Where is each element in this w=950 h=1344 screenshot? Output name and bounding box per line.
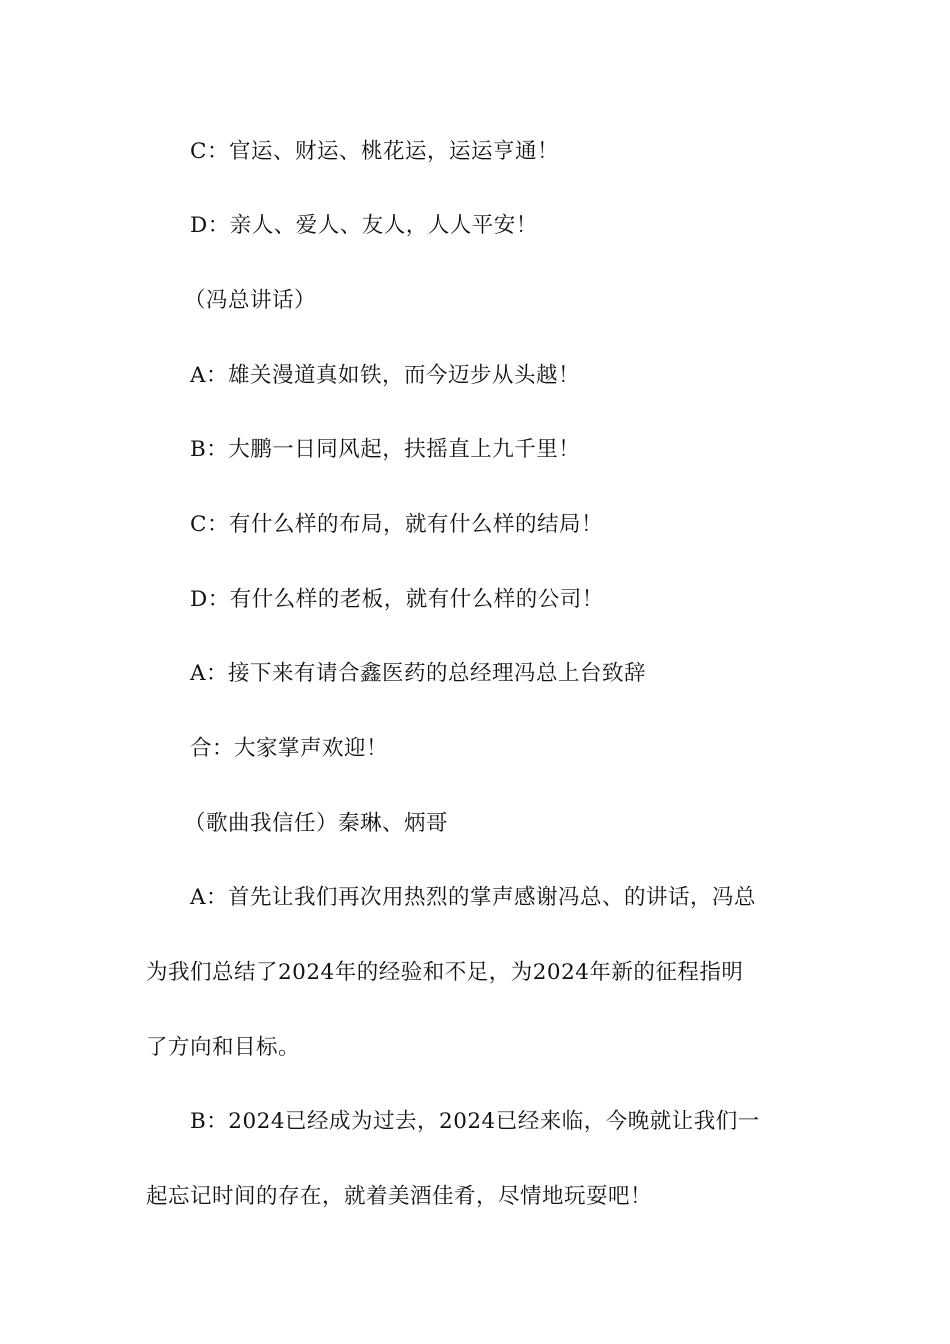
dialogue-line-b-new-year: B：2024已经成为过去，2024已经来临，今晚就让我们一 [190, 1109, 760, 1134]
dialogue-line-all-applause: 合：大家掌声欢迎！ [190, 736, 389, 761]
dialogue-line-c-layout: C：有什么样的布局，就有什么样的结局！ [190, 512, 603, 537]
dialogue-line-c-fortune: C：官运、财运、桃花运，运运亨通！ [190, 139, 559, 164]
dialogue-line-a-invite: A：接下来有请合鑫医药的总经理冯总上台致辞 [190, 661, 647, 686]
dialogue-line-d-boss: D：有什么样的老板，就有什么样的公司！ [190, 587, 604, 612]
paragraph-continuation-line: 为我们总结了2024年的经验和不足，为2024年新的征程指明 [146, 960, 744, 985]
dialogue-line-d-safety: D：亲人、爱人、友人，人人平安！ [190, 213, 538, 238]
stage-direction-speech: （冯总讲话） [184, 288, 317, 313]
dialogue-line-a-thanks: A：首先让我们再次用热烈的掌声感谢冯总、的讲话，冯总 [190, 885, 757, 910]
dialogue-line-b-roc: B：大鹏一日同风起，扶摇直上九千里！ [190, 437, 581, 462]
dialogue-line-a-pass: A：雄关漫道真如铁，而今迈步从头越！ [190, 363, 581, 388]
stage-direction-song: （歌曲我信任）秦琳、炳哥 [184, 811, 449, 836]
paragraph-continuation-line: 起忘记时间的存在，就着美酒佳肴，尽情地玩耍吧！ [146, 1184, 653, 1209]
paragraph-continuation-line: 了方向和目标。 [146, 1035, 301, 1060]
